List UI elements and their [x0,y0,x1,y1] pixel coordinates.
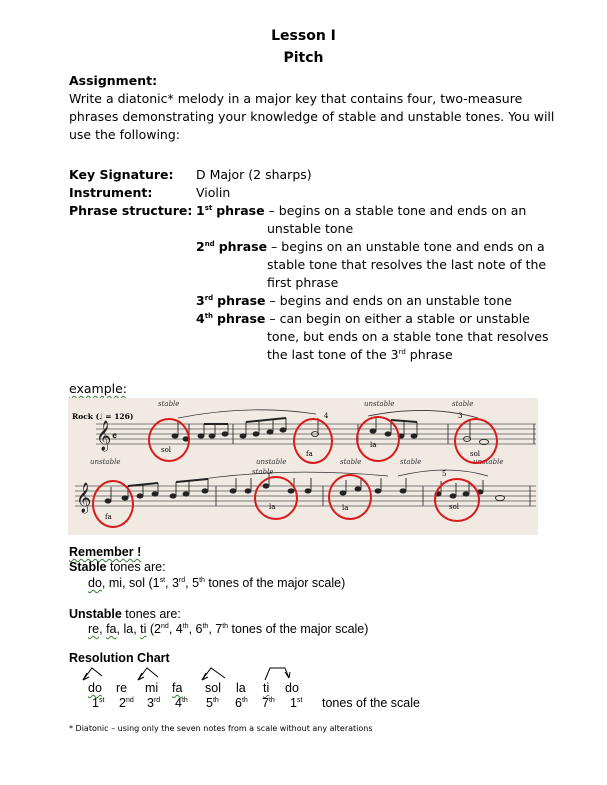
syllable-re: re [116,681,128,695]
degree-1: 1st [92,696,105,710]
circle-label-la-3: la [342,504,349,512]
circle-sol-3 [434,478,480,522]
tempo-marking: Rock (♩ = 126) [72,412,134,421]
degree-4: 4th [175,696,188,710]
syllable-la: la [236,681,246,695]
circle-label-fa-1: fa [306,450,313,458]
circle-label-la-2: la [269,503,276,511]
measure-number-3: 3 [458,412,463,420]
measure-number-5: 5 [442,470,447,478]
mark-unstable-4: unstable [473,458,504,466]
assignment-line-3: use the following: [69,127,180,142]
phrase-2-cont-1: stable tone that resolves the last note of the [267,257,547,272]
degree-2: 2nd [119,696,134,710]
phrase-3: 3rd phrase – begins and ends on an unstable tone [196,293,512,308]
circle-fa-1 [293,418,333,464]
key-signature-label: Key Signature: [69,167,174,182]
lesson-subtitle: Pitch [283,50,324,66]
svg-text:𝄞: 𝄞 [96,421,112,451]
svg-text:𝄴: 𝄴 [112,430,117,443]
phrase-4: 4th phrase – can begin on either a stable or unstable [196,311,530,326]
circle-la-1 [356,416,400,462]
degree-6: 6th [235,696,248,710]
mark-stable-1: stable [158,400,180,408]
circle-label-fa-2: fa [105,513,112,521]
key-signature-value: D Major (2 sharps) [196,167,312,182]
svg-text:𝄞: 𝄞 [76,483,92,513]
phrase-1-cont: unstable tone [267,221,354,236]
assignment-line-2: phrases demonstrating your knowledge of stable and unstable tones. You will [69,109,555,124]
degree-8: 1st [290,696,303,710]
footnote: * Diatonic – using only the seven notes from a scale without any alterations [69,724,373,733]
assignment-heading: Assignment: [69,73,158,88]
phrase-2: 2nd phrase – begins on an unstable tone and ends on a [196,239,545,254]
unstable-heading: Unstable tones are: [69,607,181,621]
mark-unstable-3: unstable [256,458,287,466]
stable-heading: Stable tones are: [69,560,166,574]
mark-stable-2: stable [452,400,474,408]
unstable-list: re, fa, la, ti (2nd, 4th, 6th, 7th tones of the major scale) [88,622,369,636]
syllable-ti: ti [263,681,270,695]
syllable-fa: fa [172,681,183,695]
stable-list: do, mi, sol (1st, 3rd, 5th tones of the major scale) [88,576,346,590]
mark-unstable-1: unstable [364,400,395,408]
resolution-tail: tones of the scale [322,696,420,710]
resolution-arrows [80,664,310,684]
phrase-4-cont-1: tone, but ends on a stable tone that resolves [267,329,549,344]
degree-5: 5th [206,696,219,710]
mark-stable-4: stable [400,458,422,466]
mark-stable-3: stable [340,458,362,466]
phrase-2-cont-2: first phrase [267,275,339,290]
circle-label-sol-1: sol [161,446,172,454]
degree-3: 3rd [147,696,161,710]
circle-la-2 [254,476,298,520]
music-example [68,398,538,535]
circle-label-sol-3: sol [449,503,460,511]
phrase-structure-label: Phrase structure: [69,203,193,218]
mark-stable-5: stable [252,468,274,476]
circle-label-la-1: la [370,441,377,449]
syllable-do-2: do [285,681,299,695]
instrument-label: Instrument: [69,185,153,200]
lesson-title: Lesson I [271,28,336,44]
syllable-sol: sol [205,681,221,695]
example-label: example: [69,381,128,396]
circle-fa-2 [92,480,134,528]
circle-sol-1 [148,418,190,462]
circle-la-3 [328,474,372,520]
mark-unstable-2: unstable [90,458,121,466]
syllable-mi: mi [145,681,159,695]
remember-heading: Remember ! [69,545,142,559]
measure-number-4: 4 [324,412,329,420]
degree-7: 7th [262,696,275,710]
syllable-do-1: do [88,681,102,695]
assignment-line-1: Write a diatonic* melody in a major key that contains four, two-measure [69,91,523,106]
resolution-chart-heading: Resolution Chart [69,651,170,665]
phrase-4-cont-2: the last tone of the 3rd phrase [267,347,453,362]
instrument-value: Violin [196,185,231,200]
circle-label-sol-2: sol [470,450,481,458]
phrase-1: 1st phrase – begins on a stable tone and ends on an [196,203,527,218]
